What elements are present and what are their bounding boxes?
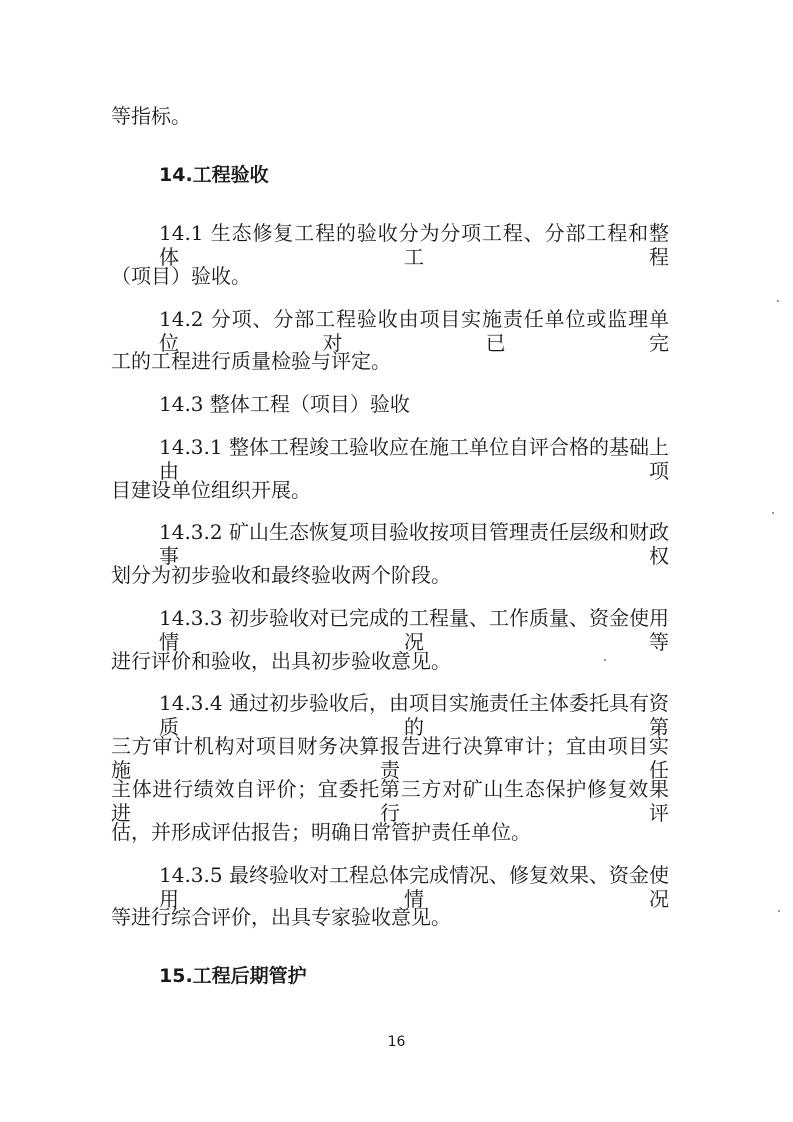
text-line: 14.3.2 矿山生态恢复项目验收按项目管理责任层级和财政事权 <box>159 520 669 568</box>
text-line: 划分为初步验收和最终验收两个阶段。 <box>111 563 451 587</box>
subsection-heading: 14.3 整体工程（项目）验收 <box>159 392 410 416</box>
text-line: 14.3.3 初步验收对已完成的工程量、工作质量、资金使用情况等 <box>159 606 669 654</box>
text-line: 三方审计机构对项目财务决算报告进行决算审计；宜由项目实施责任 <box>111 734 669 782</box>
text-line: 主体进行绩效自评价；宜委托第三方对矿山生态保护修复效果进行评 <box>111 777 669 825</box>
text-line: 14.3.1 整体工程竣工验收应在施工单位自评合格的基础上由项 <box>159 435 669 483</box>
text-line: 14.3.5 最终验收对工程总体完成情况、修复效果、资金使用情况 <box>159 863 669 911</box>
scan-speck <box>772 512 774 514</box>
text-line: 等指标。 <box>111 104 191 128</box>
text-line: 等进行综合评价，出具专家验收意见。 <box>111 905 451 929</box>
scan-speck <box>778 910 780 912</box>
text-line: 进行评价和验收，出具初步验收意见。 <box>111 649 451 673</box>
text-line: 14.2 分项、分部工程验收由项目实施责任单位或监理单位对已完 <box>159 307 669 355</box>
text-line: 14.1 生态修复工程的验收分为分项工程、分部工程和整体工程 <box>159 221 669 269</box>
section-heading-15: 15.工程后期管护 <box>159 965 307 987</box>
text-line: （项目）验收。 <box>111 264 251 288</box>
scan-speck <box>604 659 606 661</box>
text-line: 目建设单位组织开展。 <box>111 478 311 502</box>
section-heading-14: 14.工程验收 <box>159 164 269 186</box>
text-line: 估，并形成评估报告；明确日常管护责任单位。 <box>111 820 531 844</box>
text-line: 14.3.4 通过初步验收后，由项目实施责任主体委托具有资质的第 <box>159 691 669 739</box>
text-line: 工的工程进行质量检验与评定。 <box>111 349 391 373</box>
scan-speck <box>777 300 779 302</box>
page-number: 16 <box>387 1034 406 1050</box>
